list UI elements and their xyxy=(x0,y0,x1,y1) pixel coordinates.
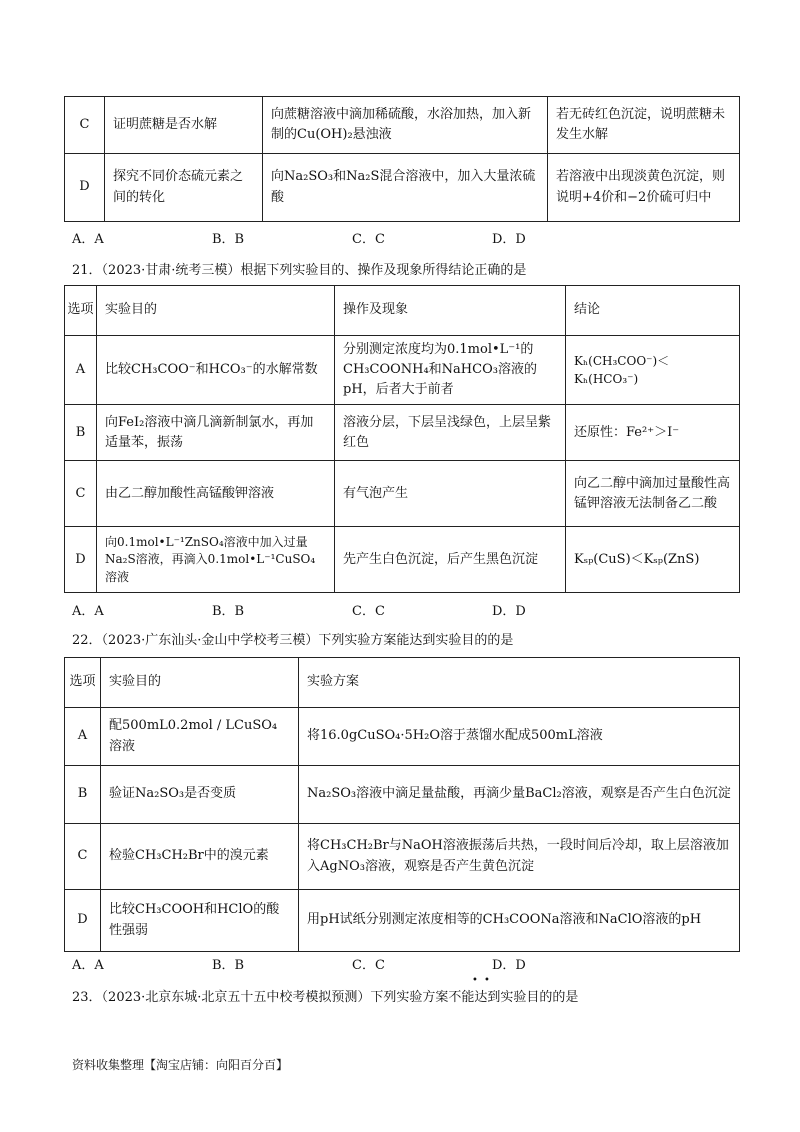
table-cell: 向FeI₂溶液中滴几滴新制氯水，再加适量苯，振荡 xyxy=(97,405,335,461)
table-cell: B xyxy=(65,405,97,461)
table-cell: Na₂SO₃溶液中滴足量盐酸，再滴少量BaCl₂溶液，观察是否产生白色沉淀 xyxy=(299,766,740,824)
table-header-cell: 实验方案 xyxy=(299,658,740,708)
answer-options xyxy=(72,228,632,247)
emphasis-dot: • xyxy=(472,975,478,986)
table-header-cell: 操作及现象 xyxy=(335,286,566,336)
table-row xyxy=(65,527,740,593)
table-header-row xyxy=(65,658,740,708)
table-cell: 溶液分层，下层呈浅绿色，上层呈紫红色 xyxy=(335,405,566,461)
table-cell: 若无砖红色沉淀，说明蔗糖未发生水解 xyxy=(548,97,740,154)
table-cell: 探究不同价态硫元素之间的转化 xyxy=(105,154,263,222)
question-22: 22．（2023·广东汕头·金山中学校考三模）下列实验方案能达到实验目的的是 xyxy=(72,633,514,648)
option-d: D．D xyxy=(492,958,526,973)
page-footer: 资料收集整理【淘宝店铺：向阳百分百】 xyxy=(72,1058,289,1072)
table-cell: D xyxy=(65,154,105,222)
table-row xyxy=(65,708,740,766)
table-cell: 有气泡产生 xyxy=(335,461,566,527)
table-cell: 向蔗糖溶液中滴加稀硫酸，水浴加热，加入新制的Cu(OH)₂悬浊液 xyxy=(263,97,548,154)
table-cell: C xyxy=(65,461,97,527)
table-q21 xyxy=(64,285,740,593)
table-q22 xyxy=(64,657,740,952)
table-cell: 先产生白色沉淀，后产生黑色沉淀 xyxy=(335,527,566,593)
table-cell: 若溶液中出现淡黄色沉淀，则说明+4价和−2价硫可归中 xyxy=(548,154,740,222)
table-row xyxy=(65,461,740,527)
table-row xyxy=(65,97,740,154)
table-cell: 比较CH₃COO⁻和HCO₃⁻的水解常数 xyxy=(97,336,335,405)
option-a: A．A xyxy=(72,958,104,973)
option-a: A．A xyxy=(72,604,104,619)
table-header-row xyxy=(65,286,740,336)
table-cell: 验证Na₂SO₃是否变质 xyxy=(101,766,299,824)
table-row xyxy=(65,890,740,952)
question-21: 21．（2023·甘肃·统考三模）根据下列实验目的、操作及现象所得结论正确的是 xyxy=(72,263,527,278)
option-a: A．A xyxy=(72,232,104,247)
table-cell: 向0.1mol•L⁻¹ZnSO₄溶液中加入过量Na₂S溶液，再滴入0.1mol•L⁻¹CuSO₄溶液 xyxy=(97,527,335,593)
table-row xyxy=(65,336,740,405)
table-row xyxy=(65,824,740,890)
table-cell: 还原性：Fe²⁺＞I⁻ xyxy=(566,405,740,461)
table-row xyxy=(65,405,740,461)
table-cell: 向Na₂SO₃和Na₂S混合溶液中，加入大量浓硫酸 xyxy=(263,154,548,222)
table-cell: 检验CH₃CH₂Br中的溴元素 xyxy=(101,824,299,890)
answer-options xyxy=(72,600,632,619)
table-header-cell: 实验目的 xyxy=(101,658,299,708)
emphasis-dot: • xyxy=(484,975,490,986)
table-cell: B xyxy=(65,766,101,824)
table-cell: 用pH试纸分别测定浓度相等的CH₃COONa溶液和NaClO溶液的pH xyxy=(299,890,740,952)
table-cell: C xyxy=(65,97,105,154)
table-cell: Kₕ(CH₃COO⁻)＜Kₕ(HCO₃⁻) xyxy=(566,336,740,405)
table-cell: 向乙二醇中滴加过量酸性高锰钾溶液无法制备乙二酸 xyxy=(566,461,740,527)
table-cell: A xyxy=(65,708,101,766)
option-c: C．C xyxy=(352,958,385,973)
question-23: 23．（2023·北京东城·北京五十五中校考模拟预测）下列实验方案不能达到实验目的的是 xyxy=(72,990,579,1005)
option-c: C．C xyxy=(352,604,385,619)
table-header-cell: 结论 xyxy=(566,286,740,336)
option-c: C．C xyxy=(352,232,385,247)
table-cell: 将16.0gCuSO₄·5H₂O溶于蒸馏水配成500mL溶液 xyxy=(299,708,740,766)
table-continued xyxy=(64,96,740,222)
table-cell: 分别测定浓度均为0.1mol•L⁻¹的CH₃COONH₄和NaHCO₃溶液的pH，后者大于前者 xyxy=(335,336,566,405)
option-d: D．D xyxy=(492,232,526,247)
table-cell: Kₛₚ(CuS)＜Kₛₚ(ZnS) xyxy=(566,527,740,593)
answer-options xyxy=(72,954,632,973)
table-header-cell: 选项 xyxy=(65,658,101,708)
table-cell: 将CH₃CH₂Br与NaOH溶液振荡后共热，一段时间后冷却，取上层溶液加入AgNO₃溶液，观察是否产生黄色沉淀 xyxy=(299,824,740,890)
table-cell: C xyxy=(65,824,101,890)
table-header-cell: 实验目的 xyxy=(97,286,335,336)
table-cell: D xyxy=(65,527,97,593)
table-cell: A xyxy=(65,336,97,405)
table-cell: 由乙二醇加酸性高锰酸钾溶液 xyxy=(97,461,335,527)
option-b: B．B xyxy=(212,604,245,619)
option-d: D．D xyxy=(492,604,526,619)
table-cell: 配500mL0.2mol / LCuSO₄溶液 xyxy=(101,708,299,766)
table-cell: 证明蔗糖是否水解 xyxy=(105,97,263,154)
table-row xyxy=(65,154,740,222)
option-b: B．B xyxy=(212,232,245,247)
table-cell: D xyxy=(65,890,101,952)
table-cell: 比较CH₃COOH和HClO的酸性强弱 xyxy=(101,890,299,952)
option-b: B．B xyxy=(212,958,245,973)
table-header-cell: 选项 xyxy=(65,286,97,336)
table-row xyxy=(65,766,740,824)
